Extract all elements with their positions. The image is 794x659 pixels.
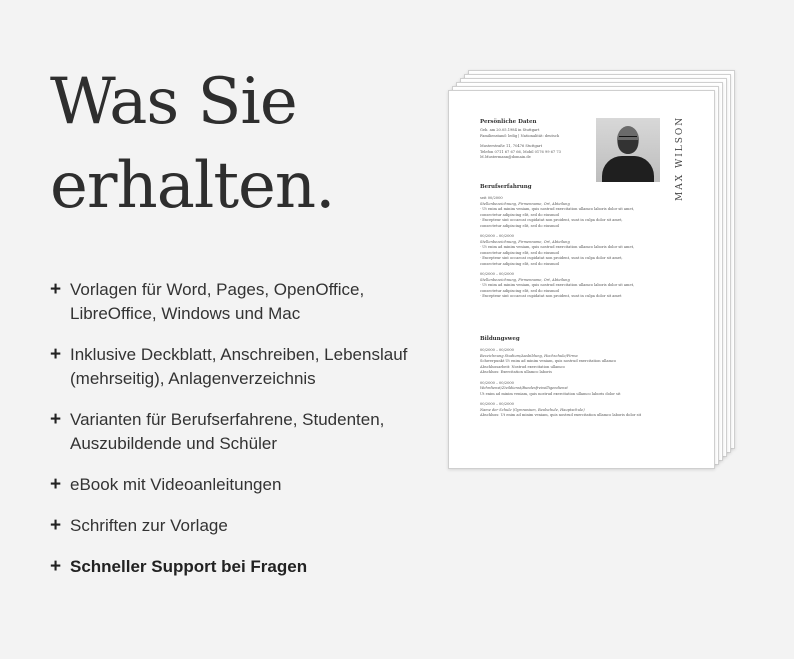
feature-item <box>50 555 420 579</box>
plus-icon: + <box>50 556 62 577</box>
cv-line: · Excepteur sint occaecat cupidatat non proident, sunt in culpa dolor sit amet, <box>480 218 623 222</box>
feature-item <box>50 343 420 391</box>
cv-line: Geb. am 20.05.1984 in Stuttgart <box>480 128 540 132</box>
cv-line: Stellenbezeichnung, Firmenname, Ort, Abteilung <box>480 239 570 244</box>
cv-line: Wehrdienst/Zivildienst/Bundesfreiwilligendienst <box>480 386 568 390</box>
feature-text: Varianten für Berufserfahrene, Studenten, Auszubildende und Schüler <box>70 410 385 453</box>
cv-line: Telefon 0711 67 67 66, Mobil 0176 99 67 73 <box>480 149 561 154</box>
cv-line: consectetur adipiscing elit, sed do eiusmod <box>480 261 559 266</box>
photo-beard-shape <box>618 140 638 154</box>
cv-line: · Excepteur sint occaecat cupidatat non proident, sunt in culpa dolor sit amet, <box>480 256 623 260</box>
cv-line: 00/2000 – 00/2000 <box>480 348 514 352</box>
profile-photo <box>596 118 660 182</box>
plus-icon: + <box>50 344 62 365</box>
cv-line: Musterstraße 11, 70476 Stuttgart <box>480 144 543 148</box>
photo-body-shape <box>602 156 654 182</box>
feature-item <box>50 514 420 538</box>
education-section-title: Bildungsweg <box>480 336 520 342</box>
feature-text: Schriften zur Vorlage <box>70 516 228 535</box>
cv-line: Abschlussarbeit: Nostrud exercitation ullamco <box>480 364 565 369</box>
feature-text: Schneller Support bei Fragen <box>70 557 308 576</box>
cv-line: · Ut enim ad minim veniam, quis nostrud exercitation ullamco laboris dolor sit amet, <box>480 245 635 249</box>
cv-line: consectetur adipiscing elit, sed do eiusmod <box>480 223 559 228</box>
cv-line: Familienstand: ledig | Nationalität: deutsch <box>480 133 560 138</box>
cv-line: Abschluss: Ut enim ad minim veniam, quis nostrud exercitation ullamco laboris dolor sit <box>480 413 642 417</box>
headline-line-1: Was Sie <box>50 65 297 139</box>
cv-line: · Ut enim ad minim veniam, quis nostrud exercitation ullamco laboris dolor sit amet, <box>480 207 635 211</box>
cv-name: MAX WILSON <box>675 115 685 201</box>
cv-line: M.Mustermann@domain.de <box>480 155 531 159</box>
experience-section-title: Berufserfahrung <box>480 184 532 190</box>
headline <box>50 60 334 228</box>
cv-line: consectetur adipiscing elit, sed do eiusmod <box>480 212 559 217</box>
photo-glasses-shape <box>619 136 637 140</box>
cv-line: 00/2000 – 00/2000 <box>480 402 514 406</box>
cv-line: seit 00/2000 <box>480 196 503 200</box>
feature-item <box>50 408 420 456</box>
feature-text: Inklusive Deckblatt, Anschreiben, Lebenslauf (mehrseitig), Anlagenverzeichnis <box>70 345 408 388</box>
cv-line: consectetur adipiscing elit, sed do eiusmod <box>480 288 559 293</box>
feature-text: eBook mit Videoanleitungen <box>70 475 282 494</box>
feature-list <box>50 278 420 596</box>
cv-line: consectetur adipiscing elit, sed do eiusmod <box>480 250 559 255</box>
personal-section-title: Persönliche Daten <box>480 119 537 125</box>
cv-line: · Excepteur sint occaecat cupidatat non proident, sunt in culpa dolor sit amet <box>480 294 622 298</box>
cv-line: 00/2000 – 00/2000 <box>480 272 514 276</box>
plus-icon: + <box>50 409 62 430</box>
feature-item <box>50 278 420 326</box>
cv-page <box>448 90 715 469</box>
cv-line: 00/2000 – 00/2000 <box>480 234 514 238</box>
cv-line: Stellenbezeichnung, Firmenname, Ort, Abteilung <box>480 201 570 206</box>
plus-icon: + <box>50 515 62 536</box>
cv-line: Name der Schule (Gymnasium, Realschule, Hauptschule) <box>480 407 585 412</box>
cv-line: Abschluss: Exercitation ullamco laboris <box>480 370 552 374</box>
cv-line: Bezeichnung Studium/Ausbildung, Hochschule/Firma <box>480 353 578 358</box>
cv-line: Stellenbezeichnung, Firmenname, Ort, Abteilung <box>480 277 570 282</box>
plus-icon: + <box>50 474 62 495</box>
cv-line: · Ut enim ad minim veniam, quis nostrud exercitation ullamco laboris dolor sit amet, <box>480 283 635 287</box>
cv-line: Ut enim ad minim veniam, quis nostrud exercitation ullamco laboris dolor sit <box>480 391 621 396</box>
cv-line: 00/2000 – 00/2000 <box>480 380 514 385</box>
cv-line: Schwerpunkt Ut enim ad minim veniam, quis nostrud exercitation ullamco <box>480 359 617 363</box>
cv-content <box>449 91 714 468</box>
plus-icon: + <box>50 279 62 300</box>
document-stack <box>448 70 738 470</box>
headline-line-2: erhalten. <box>50 149 335 223</box>
feature-item <box>50 473 420 497</box>
feature-text: Vorlagen für Word, Pages, OpenOffice, LibreOffice, Windows und Mac <box>70 280 365 323</box>
